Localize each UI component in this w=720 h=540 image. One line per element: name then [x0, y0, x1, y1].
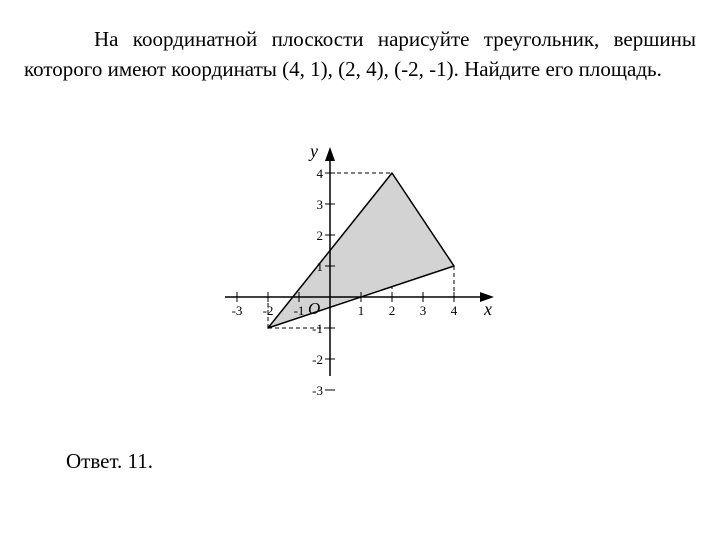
x-tick-label: 4	[450, 303, 458, 318]
problem-statement	[24, 24, 696, 84]
x-tick-label: 3	[419, 303, 427, 318]
x-tick-label: -2	[262, 303, 274, 318]
x-tick-label: 1	[357, 303, 365, 318]
y-tick-label: -3	[312, 383, 323, 398]
y-tick-label: 3	[316, 197, 323, 212]
problem-text: На координатной плоскости нарисуйте треугольник, вершины которого имеют координаты (4, 1), (2, 4), (-2, -1). Найдите его площадь.	[24, 27, 696, 81]
y-axis-label: y	[310, 141, 318, 161]
y-tick-label: 2	[316, 228, 323, 243]
y-tick-label: 1	[316, 259, 323, 274]
y-tick-label: 4	[316, 166, 323, 181]
x-tick-label: -1	[293, 303, 305, 318]
y-axis-arrow	[325, 147, 335, 161]
x-tick-label: 2	[388, 303, 396, 318]
x-axis-label: x	[484, 299, 492, 319]
y-tick-label: -2	[312, 352, 323, 367]
y-tick-label: -1	[312, 321, 323, 336]
x-tick-label: -3	[231, 303, 243, 318]
coordinate-plane	[215, 140, 505, 410]
answer: Ответ. 11.	[66, 449, 154, 473]
origin-label: O	[308, 299, 321, 318]
